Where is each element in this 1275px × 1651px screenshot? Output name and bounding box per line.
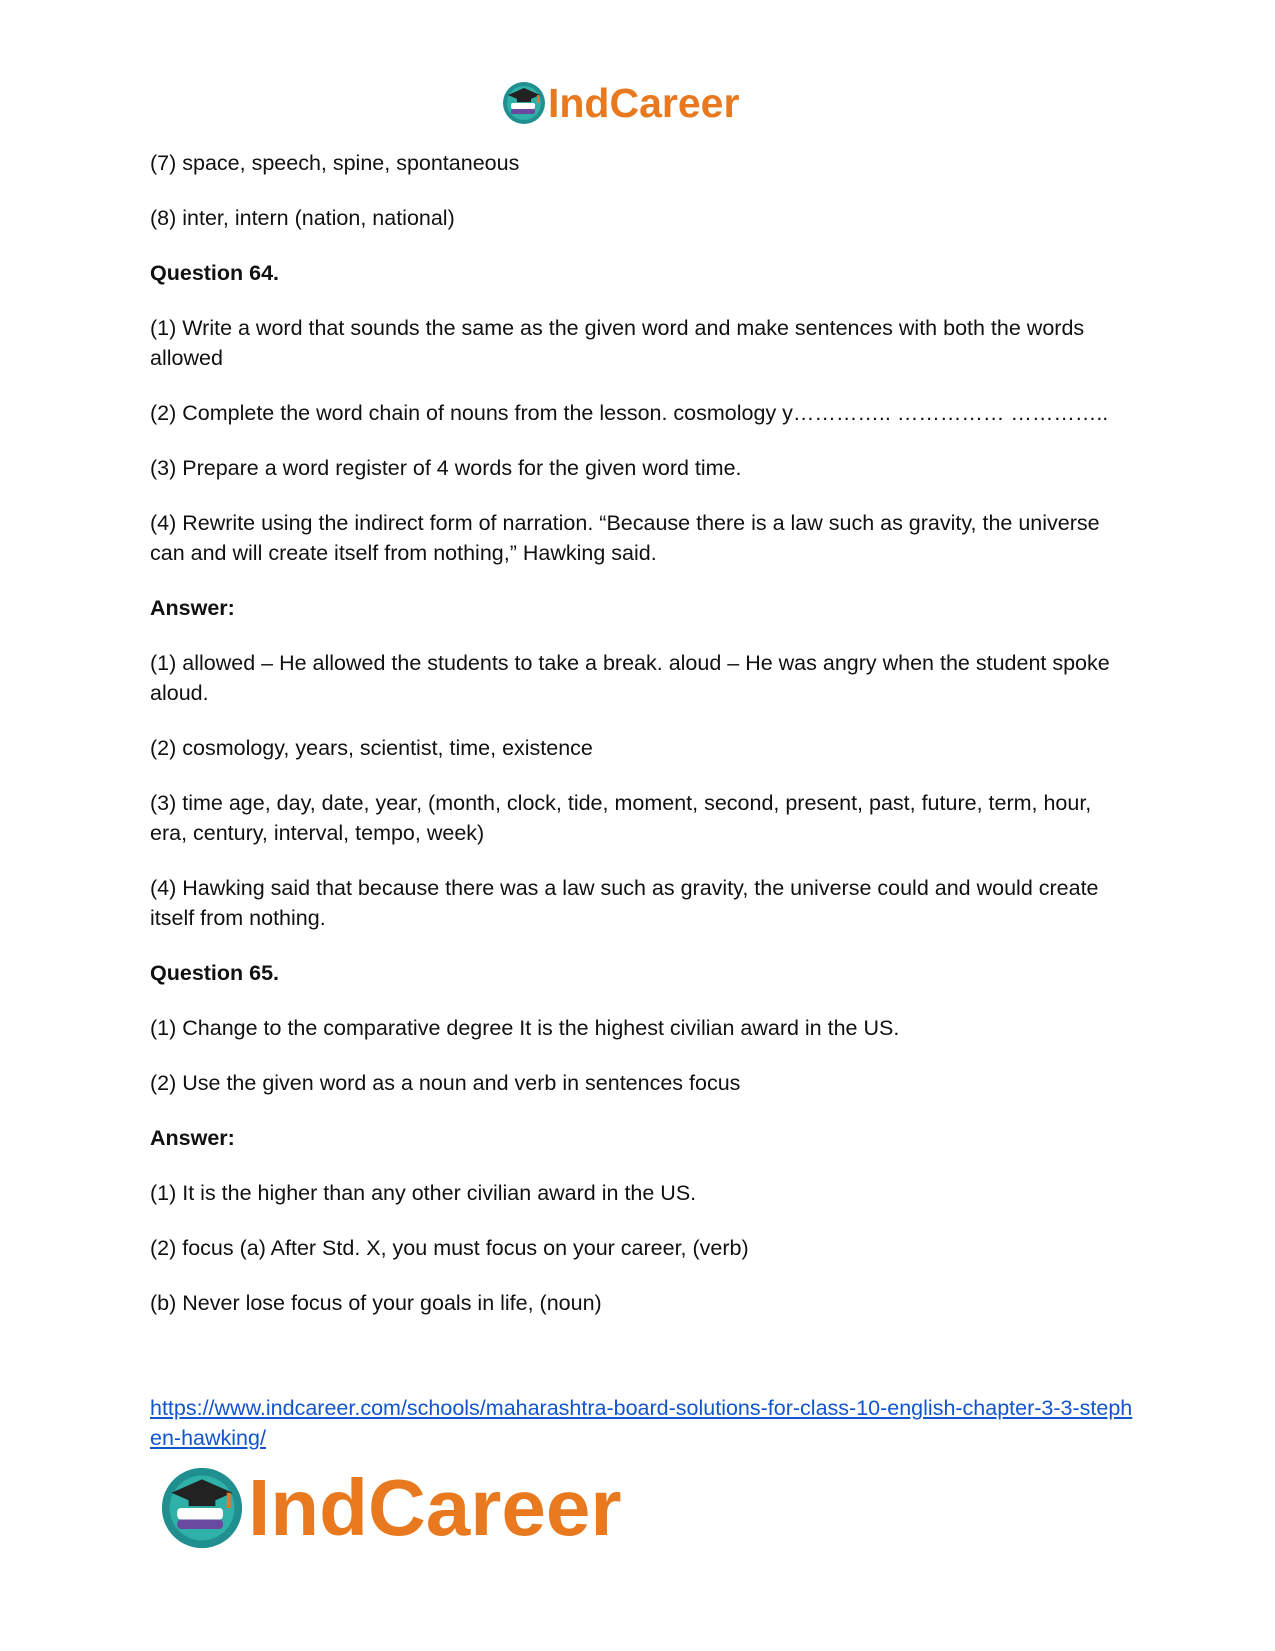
header-logo-text: IndCareer	[548, 80, 740, 126]
paragraph: (1) Write a word that sounds the same as the given word and make sentences with both the words allowed	[150, 316, 1085, 370]
section-heading: Answer:	[150, 596, 235, 620]
paragraph: (8) inter, intern (nation, national)	[150, 206, 455, 230]
paragraph: (2) Complete the word chain of nouns from the lesson. cosmology y………….. …………… …………..	[150, 401, 1109, 425]
source-link[interactable]: https://www.indcareer.com/schools/maharashtra-board-solutions-for-class-10-english-chapter-3-3-stephen-hawking/	[150, 1396, 1133, 1450]
paragraph: (1) Change to the comparative degree It is the highest civilian award in the US.	[150, 1016, 900, 1040]
paragraph: (1) allowed – He allowed the students to take a break. aloud – He was angry when the student spoke aloud.	[150, 651, 1110, 705]
section-heading: Answer:	[150, 1126, 235, 1150]
paragraph: (3) time age, day, date, year, (month, clock, tide, moment, second, present, past, future, term, hour, era, century, interval, tempo, week)	[150, 791, 1092, 845]
paragraph: (4) Rewrite using the indirect form of narration. “Because there is a law such as gravity, the universe can and will create itself from nothing,” Hawking said.	[150, 511, 1100, 565]
footer-logo	[160, 1462, 621, 1554]
footer-logo-text: IndCareer	[248, 1463, 622, 1552]
paragraph: (3) Prepare a word register of 4 words for the given word time.	[150, 456, 742, 480]
paragraph: (7) space, speech, spine, spontaneous	[150, 151, 520, 175]
paragraph: (1) It is the higher than any other civilian award in the US.	[150, 1181, 697, 1205]
paragraph: (2) Use the given word as a noun and verb in sentences focus	[150, 1071, 741, 1095]
paragraph: (b) Never lose focus of your goals in life, (noun)	[150, 1291, 602, 1315]
document-body	[150, 148, 1130, 1343]
graduation-cap-book-icon	[502, 81, 546, 125]
section-heading: Question 64.	[150, 261, 280, 285]
header-logo	[502, 78, 739, 128]
paragraph: (4) Hawking said that because there was a law such as gravity, the universe could and would create itself from nothing.	[150, 876, 1099, 930]
paragraph: (2) focus (a) After Std. X, you must focus on your career, (verb)	[150, 1236, 749, 1260]
graduation-cap-book-icon	[160, 1466, 244, 1550]
paragraph: (2) cosmology, years, scientist, time, existence	[150, 736, 593, 760]
section-heading: Question 65.	[150, 961, 280, 985]
